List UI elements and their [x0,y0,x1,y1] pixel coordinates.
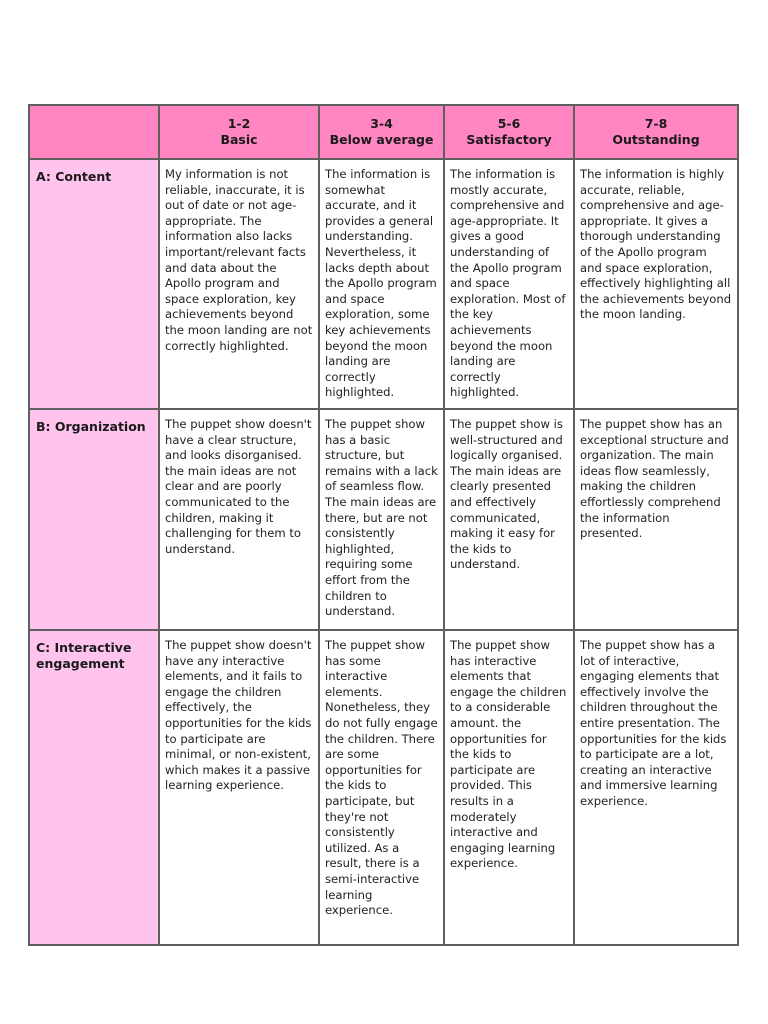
criterion-label: A: Content [29,159,159,409]
descriptor-text: The puppet show has a basic structure, but remains with a lack of seamless flow. The main ideas are there, but are not consistently highlighted, requiring some effort from the children to understand. [325,417,438,619]
level-header-3 [444,105,574,159]
descriptor-cell [159,159,319,409]
criterion-label: B: Organization [29,409,159,630]
descriptor-text: The puppet show has some interactive elements. Nonetheless, they do not fully engage the children. There are some opportunities for the kids to participate, but they're not consistently utilized. As a result, there is a semi-interactive learning experience. [325,638,438,918]
criterion-row-content [29,159,738,409]
descriptor-cell [319,409,444,630]
level-label: Satisfactory [466,132,552,147]
descriptor-cell [159,409,319,630]
descriptor-text: The puppet show has a lot of interactive, engaging elements that effectively involve the children throughout the entire presentation. The opportunities for the kids to participate are a lot, creating an interactive and immersive learning experience. [580,638,727,808]
criterion-label: C: Interactive engagement [29,630,159,945]
descriptor-text: The information is highly accurate, reliable, comprehensive and age-appropriate. It gives a thorough understanding of the Apollo program and space exploration, effectively highlighting all the achievements beyond the moon landing. [580,167,732,322]
descriptor-text: The puppet show has an exceptional structure and organization. The main ideas flow seamlessly, making the children effortlessly comprehend the information presented. [580,417,729,541]
level-header-1 [159,105,319,159]
descriptor-text: The puppet show doesn't have a clear structure, and looks disorganised. the main ideas are not clear and are poorly communicated to the children, making it challenging for them to understand. [165,417,312,556]
corner-cell [29,105,159,159]
criterion-row-interactive-engagement [29,630,738,945]
descriptor-cell [319,630,444,945]
descriptor-cell [574,409,738,630]
descriptor-cell [444,630,574,945]
criterion-row-organization [29,409,738,630]
level-label: Basic [220,132,258,147]
descriptor-cell [574,630,738,945]
level-header-2 [319,105,444,159]
descriptor-cell [444,409,574,630]
descriptor-cell [159,630,319,945]
level-label: Outstanding [612,132,700,147]
rubric-table [28,104,739,946]
level-range: 7-8 [644,116,668,131]
descriptor-text: My information is not reliable, inaccurate, it is out of date or not age-appropriate. The information also lacks important/relevant facts and data about the Apollo program and space exploration, key achievements beyond the moon landing are not correctly highlighted. [165,167,313,353]
descriptor-text: The information is somewhat accurate, and it provides a general understanding. Nevertheless, it lacks depth about the Apollo program and space exploration, some key achievements beyond the moon landing are correctly highlighted. [325,167,437,400]
level-header-4 [574,105,738,159]
descriptor-text: The puppet show doesn't have any interactive elements, and it fails to engage the children effectively, the opportunities for the kids to participate are minimal, or non-existent, which makes it a passive learning experience. [165,638,312,793]
descriptor-cell [444,159,574,409]
descriptor-cell [574,159,738,409]
level-range: 1-2 [227,116,251,131]
level-range: 5-6 [497,116,521,131]
descriptor-text: The puppet show has interactive elements that engage the children to a considerable amount. the opportunities for the kids to participate are provided. This results in a moderately interactive and engaging learning experience. [450,638,567,871]
descriptor-cell [319,159,444,409]
descriptor-text: The puppet show is well-structured and logically organised. The main ideas are clearly presented and effectively communicated, making it easy for the kids to understand. [450,417,563,572]
descriptor-text: The information is mostly accurate, comprehensive and age-appropriate. It gives a good understanding of the Apollo program and space exploration. Most of the key achievements beyond the moon landing are correctly highlighted. [450,167,566,400]
header-row [29,105,738,159]
level-range: 3-4 [370,116,393,131]
level-label: Below average [329,132,434,147]
